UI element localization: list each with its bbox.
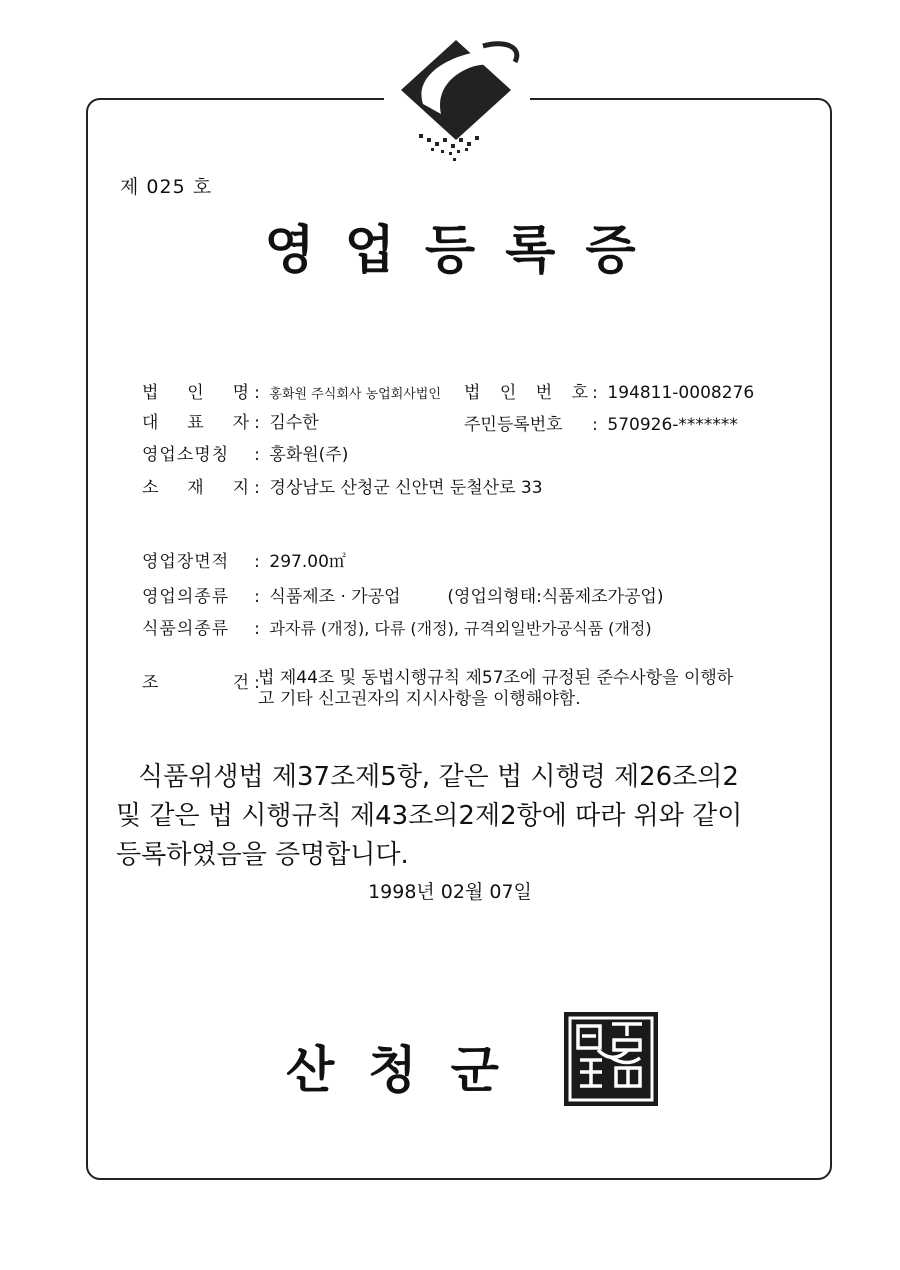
representative-label: 대 표 자 (142, 413, 250, 433)
official-seal-icon (562, 1010, 660, 1108)
certificate-number: 제 025 호 (120, 176, 213, 198)
certification-statement (116, 758, 796, 875)
corp-no-label: 법 인 번 호 (464, 383, 588, 403)
representative-value: 김수한 (269, 413, 319, 433)
statement-line-2: 및 같은 법 시행규칙 제43조의2제2항에 따라 위와 같이 (116, 801, 743, 831)
resident-no-label: 주민등록번호 (464, 415, 563, 435)
condition-line-2: 고 기타 신고권자의 지시사항을 이행해야함. (258, 689, 581, 709)
area-value: 297.00㎡ (269, 552, 346, 572)
food-type-label: 식품의종류 (142, 619, 230, 639)
business-name-value: 홍화원(주) (269, 445, 349, 465)
corp-name-value: 홍화원 주식회사 농업회사법인 (269, 387, 441, 402)
business-type-value: 식품제조 · 가공업 (269, 587, 401, 607)
location-row: 소 재 지 : 경상남도 산청군 신안면 둔철산로 33 (142, 473, 543, 498)
condition-block: 조 건 : 법 제44조 및 동법시행규칙 제57조에 규정된 준수사항을 이행하 고 기타 신고권자의 지시사항을 이행해야함. (142, 668, 264, 693)
statement-line-3: 등록하였음을 증명합니다. (116, 840, 409, 870)
page-title: 영업등록증 (264, 221, 666, 281)
business-name-label: 영업소명칭 (142, 445, 230, 465)
food-type-row: 식품의종류 : 과자류 (개정), 다류 (개정), 규격외일반가공식품 (개정) (142, 614, 652, 639)
corp-no-value: 194811-0008276 (607, 383, 755, 403)
food-type-value: 과자류 (개정), 다류 (개정), 규격외일반가공식품 (개정) (269, 619, 652, 638)
business-name-row: 영업소명칭 : 홍화원(주) (142, 440, 348, 465)
condition-text (258, 668, 788, 710)
issue-date: 1998년 02월 07일 (368, 881, 532, 903)
corp-name-label: 법 인 명 (142, 383, 250, 403)
resident-no-row: 주민등록번호 : 570926-******* (464, 410, 738, 435)
government-emblem-icon (383, 34, 529, 164)
business-type-row: 영업의종류 : 식품제조 · 가공업 (영업의형태:식품제조가공업) (142, 582, 663, 607)
issuer-name: 산청군 (286, 1040, 533, 1099)
representative-row: 대 표 자 : 김수한 (142, 408, 319, 433)
area-row: 영업장면적 : 297.00㎡ (142, 547, 346, 572)
condition-label: 조 건 (142, 673, 250, 693)
statement-line-1: 식품위생법 제37조제5항, 같은 법 시행령 제26조의2 (138, 762, 739, 792)
location-value: 경상남도 산청군 신안면 둔철산로 33 (269, 478, 543, 498)
condition-line-1: 법 제44조 및 동법시행규칙 제57조에 규정된 준수사항을 이행하 (258, 668, 734, 688)
corp-no-row: 법 인 번 호 : 194811-0008276 (464, 378, 754, 403)
location-label: 소 재 지 (142, 478, 250, 498)
business-form-value: (영업의형태:식품제조가공업) (447, 587, 664, 607)
corp-name-row: 법 인 명 : 홍화원 주식회사 농업회사법인 (142, 378, 441, 403)
business-type-label: 영업의종류 (142, 587, 230, 607)
area-label: 영업장면적 (142, 552, 230, 572)
resident-no-value: 570926-******* (607, 415, 738, 435)
